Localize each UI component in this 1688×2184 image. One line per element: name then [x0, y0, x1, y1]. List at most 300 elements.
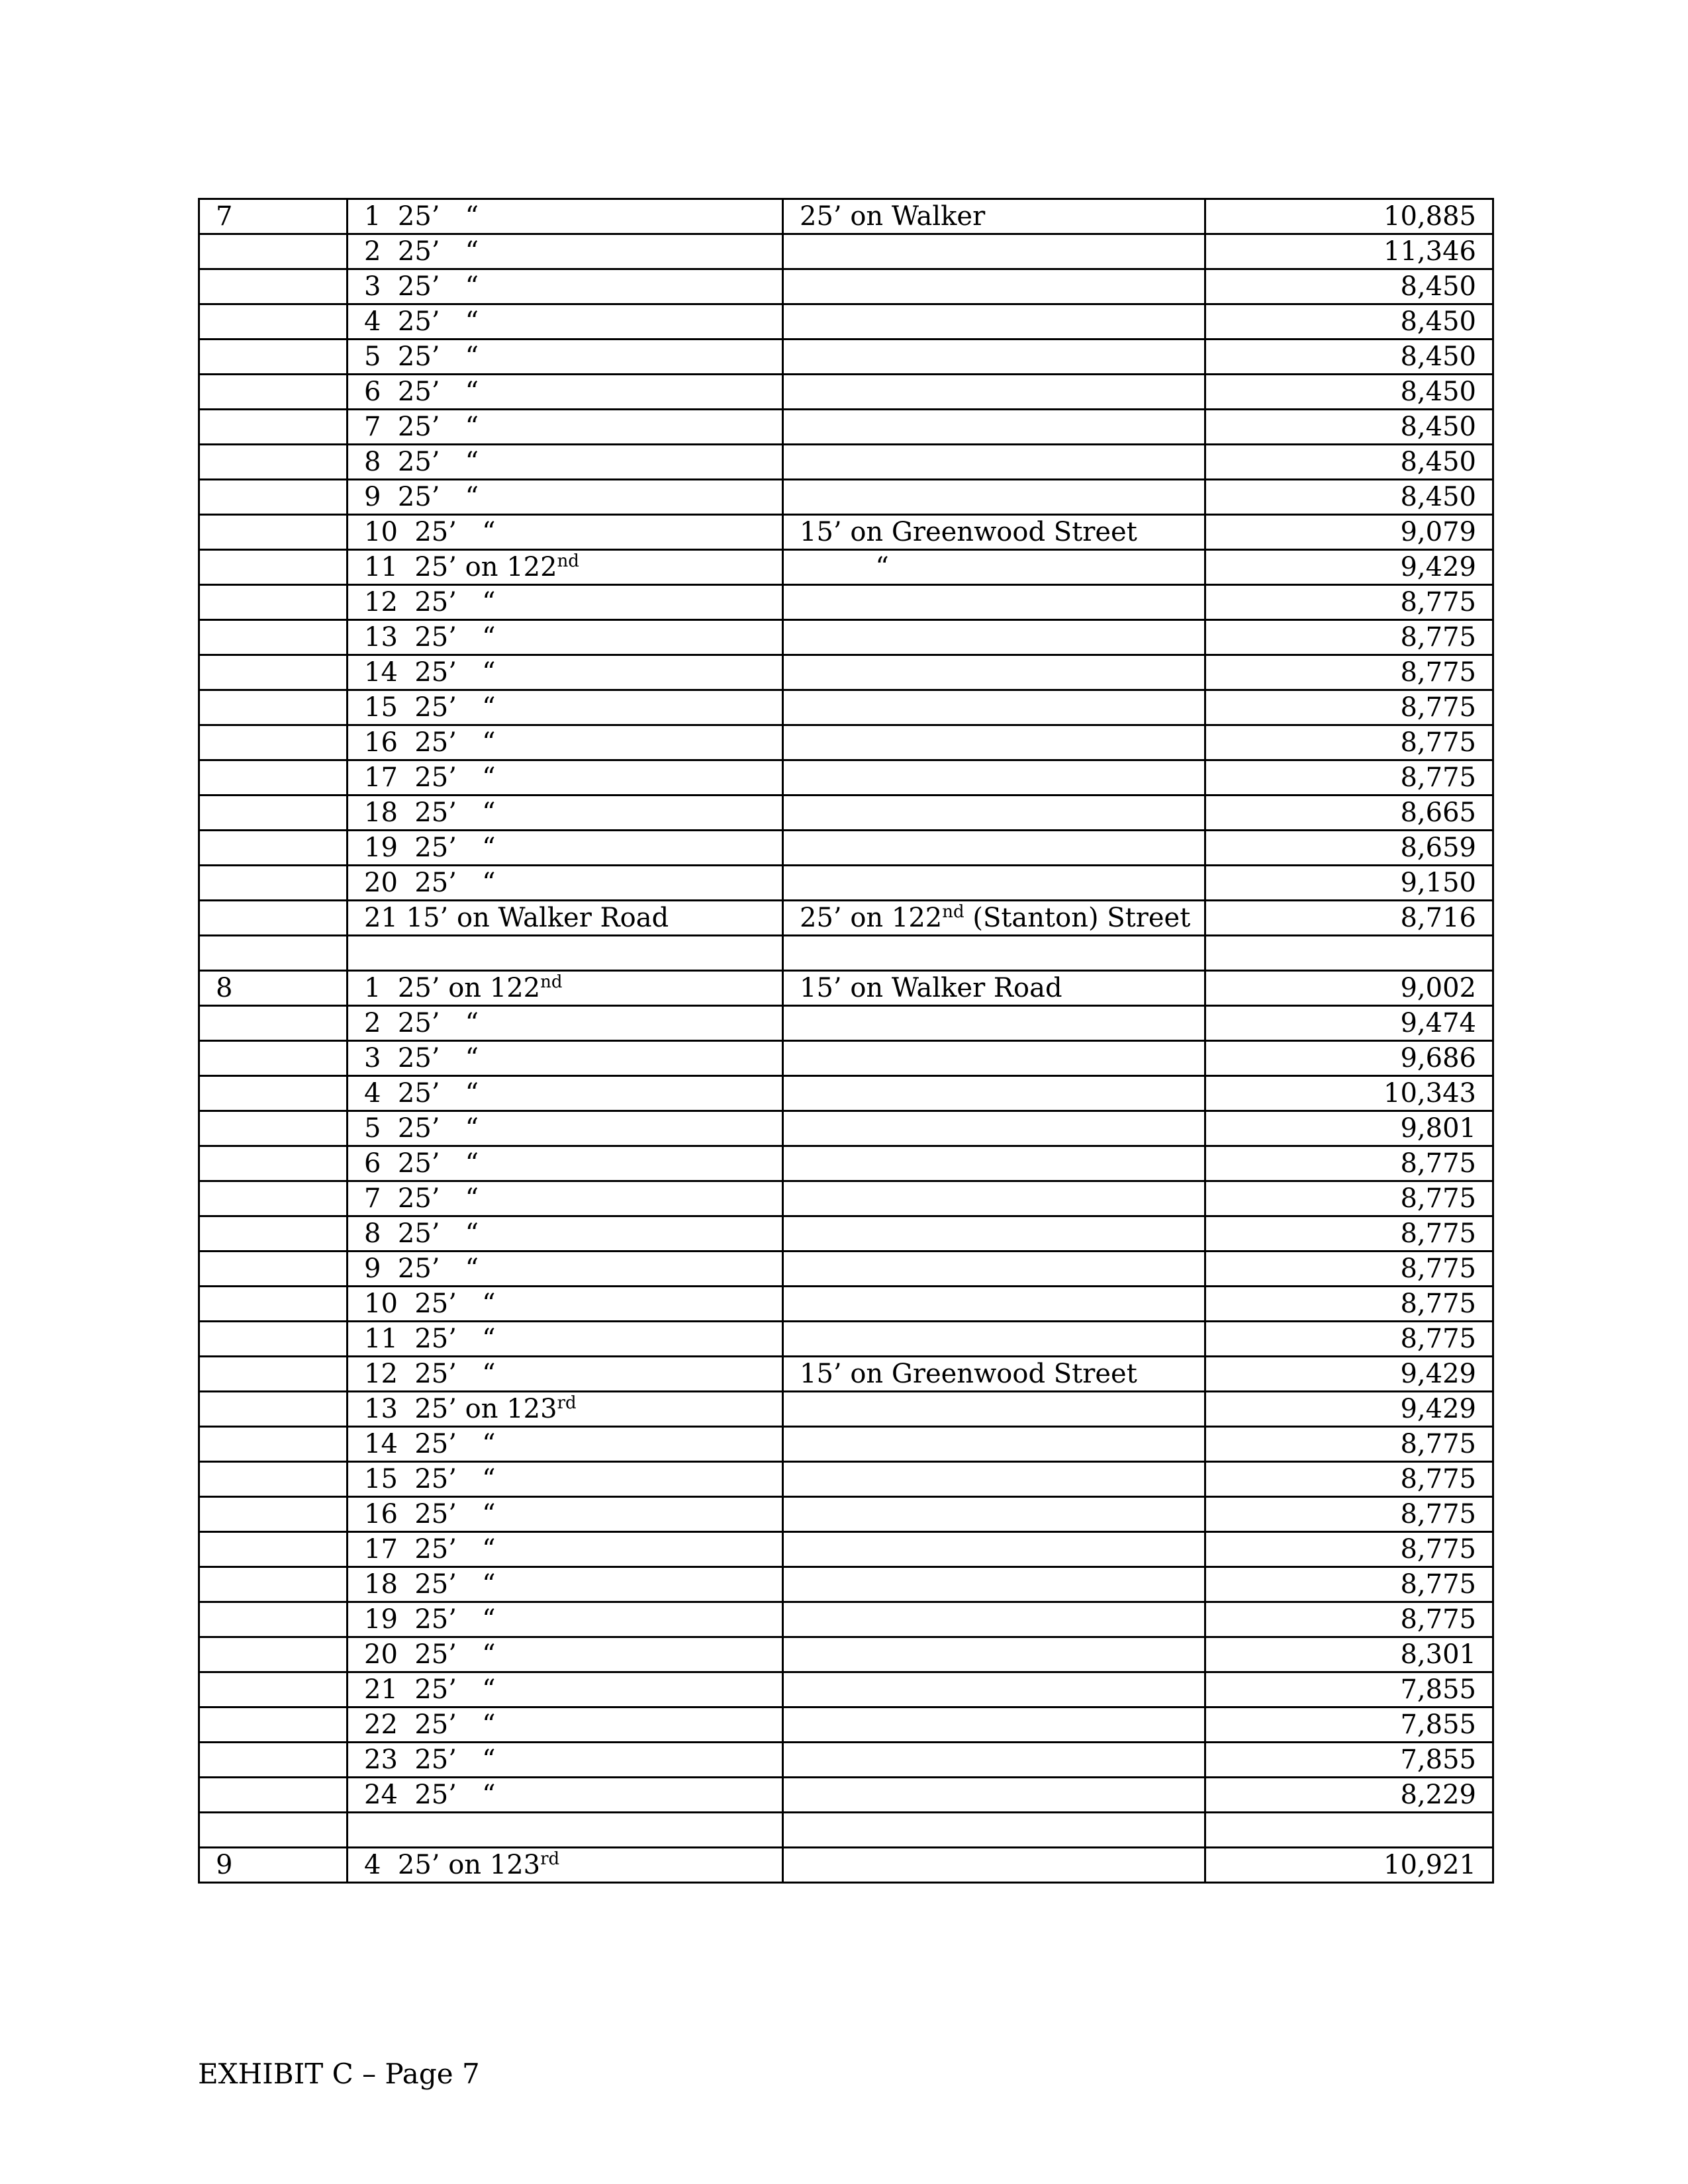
- area-cell-text: 8,775: [1400, 1289, 1476, 1319]
- side-frontage-cell-text: 25’ on 122: [800, 903, 943, 933]
- block-cell: [199, 1251, 348, 1287]
- lot-table-body: [199, 199, 1493, 1883]
- table-row: [199, 1216, 1493, 1251]
- lot-cell: [348, 655, 783, 690]
- page-footer: EXHIBIT C – Page 7: [198, 2058, 480, 2090]
- area-cell: [1205, 410, 1493, 445]
- block-cell: [199, 480, 348, 515]
- table-row: [199, 936, 1493, 971]
- lot-cell: [348, 1322, 783, 1357]
- side-frontage-cell: [783, 1427, 1205, 1462]
- lot-cell-text: 14 25’ “: [364, 657, 496, 688]
- lot-cell: [348, 725, 783, 760]
- table-row: [199, 269, 1493, 304]
- area-cell-text: 9,002: [1400, 973, 1476, 1003]
- lot-cell: [348, 1111, 783, 1146]
- side-frontage-cell: [783, 1181, 1205, 1216]
- area-cell: [1205, 725, 1493, 760]
- area-cell: [1205, 1743, 1493, 1778]
- lot-cell-text: 15 25’ “: [364, 1464, 496, 1494]
- table-row: [199, 725, 1493, 760]
- block-cell: [199, 1076, 348, 1111]
- side-frontage-cell: [783, 375, 1205, 410]
- area-cell: [1205, 1462, 1493, 1497]
- lot-cell: [348, 199, 783, 234]
- area-cell-text: 8,775: [1400, 1534, 1476, 1565]
- side-frontage-cell: [783, 1707, 1205, 1743]
- table-row: [199, 1707, 1493, 1743]
- block-cell: [199, 1427, 348, 1462]
- area-cell: [1205, 866, 1493, 901]
- block-cell: [199, 1567, 348, 1602]
- lot-cell-text: 21 25’ “: [364, 1674, 496, 1705]
- lot-cell-text: 2 25’ “: [364, 1008, 479, 1038]
- lot-table: [198, 198, 1494, 1884]
- table-row: [199, 1076, 1493, 1111]
- side-frontage-cell: [783, 620, 1205, 655]
- table-row: [199, 1532, 1493, 1567]
- block-cell: [199, 585, 348, 620]
- side-frontage-cell: [783, 1602, 1205, 1637]
- area-cell-text: 8,775: [1400, 657, 1476, 688]
- block-cell: [199, 1743, 348, 1778]
- side-frontage-cell: [783, 269, 1205, 304]
- lot-cell: [348, 620, 783, 655]
- lot-cell: [348, 1006, 783, 1041]
- area-cell: [1205, 655, 1493, 690]
- area-cell: [1205, 340, 1493, 375]
- table-row: [199, 234, 1493, 269]
- area-cell-text: 11,346: [1383, 236, 1476, 267]
- block-cell: [199, 1778, 348, 1813]
- area-cell: [1205, 199, 1493, 234]
- lot-cell: [348, 550, 783, 585]
- side-frontage-cell: [783, 1111, 1205, 1146]
- block-cell: [199, 901, 348, 936]
- lot-cell: [348, 1076, 783, 1111]
- block-cell: [199, 1146, 348, 1181]
- side-frontage-cell: [783, 410, 1205, 445]
- area-cell: [1205, 445, 1493, 480]
- area-cell-text: 9,686: [1400, 1043, 1476, 1073]
- lot-cell: [348, 1532, 783, 1567]
- block-cell-text: 9: [216, 1850, 233, 1880]
- table-row: [199, 796, 1493, 831]
- lot-cell-text: 10 25’ “: [364, 1289, 496, 1319]
- area-cell: [1205, 796, 1493, 831]
- lot-cell: [348, 515, 783, 550]
- lot-cell: [348, 796, 783, 831]
- side-frontage-cell: [783, 1813, 1205, 1848]
- lot-cell-text: 23 25’ “: [364, 1745, 496, 1775]
- side-frontage-cell: [783, 1532, 1205, 1567]
- area-cell: [1205, 936, 1493, 971]
- area-cell-text: 8,775: [1400, 727, 1476, 758]
- table-row: [199, 1322, 1493, 1357]
- lot-cell-text: 4 25’ on 123: [364, 1850, 541, 1880]
- table-row: [199, 1041, 1493, 1076]
- area-cell-text: 8,229: [1400, 1780, 1476, 1810]
- area-cell: [1205, 1006, 1493, 1041]
- side-frontage-cell: [783, 585, 1205, 620]
- lot-cell: [348, 585, 783, 620]
- side-frontage-cell: [783, 1462, 1205, 1497]
- block-cell: [199, 1006, 348, 1041]
- block-cell: [199, 1216, 348, 1251]
- side-frontage-cell-text: 15’ on Walker Road: [800, 973, 1062, 1003]
- side-frontage-cell: [783, 1216, 1205, 1251]
- lot-cell: [348, 1216, 783, 1251]
- area-cell-text: 9,801: [1400, 1113, 1476, 1144]
- lot-cell: [348, 901, 783, 936]
- block-cell: [199, 304, 348, 340]
- table-row: [199, 866, 1493, 901]
- area-cell: [1205, 1076, 1493, 1111]
- block-cell: [199, 1497, 348, 1532]
- side-frontage-cell: [783, 1357, 1205, 1392]
- area-cell: [1205, 1111, 1493, 1146]
- area-cell-text: 8,775: [1400, 1218, 1476, 1249]
- block-cell: [199, 1357, 348, 1392]
- area-cell: [1205, 1427, 1493, 1462]
- lot-cell: [348, 1041, 783, 1076]
- lot-cell-text: 12 25’ “: [364, 1359, 496, 1389]
- table-row: [199, 655, 1493, 690]
- side-frontage-cell: [783, 1287, 1205, 1322]
- lot-cell-text: 5 25’ “: [364, 341, 479, 372]
- area-cell: [1205, 1041, 1493, 1076]
- area-cell: [1205, 1146, 1493, 1181]
- block-cell: [199, 1392, 348, 1427]
- area-cell-text: 8,775: [1400, 1569, 1476, 1600]
- side-frontage-cell-text-continued: (Stanton) Street: [964, 903, 1191, 933]
- area-cell-text: 7,855: [1400, 1674, 1476, 1705]
- lot-table-container: [198, 198, 1492, 1884]
- side-frontage-cell: [783, 199, 1205, 234]
- area-cell-text: 8,775: [1400, 1148, 1476, 1179]
- lot-cell-text: 14 25’ “: [364, 1429, 496, 1459]
- area-cell-text: 8,775: [1400, 1253, 1476, 1284]
- area-cell-text: 8,775: [1400, 692, 1476, 723]
- area-cell: [1205, 269, 1493, 304]
- lot-cell-text: 16 25’ “: [364, 1499, 496, 1529]
- block-cell: [199, 445, 348, 480]
- table-row: [199, 1357, 1493, 1392]
- lot-cell-text: 17 25’ “: [364, 762, 496, 793]
- area-cell-text: 9,429: [1400, 1359, 1476, 1389]
- area-cell: [1205, 1392, 1493, 1427]
- block-cell: [199, 1672, 348, 1707]
- table-row: [199, 1743, 1493, 1778]
- area-cell-text: 8,450: [1400, 306, 1476, 337]
- lot-cell-text: 7 25’ “: [364, 412, 479, 442]
- table-row: [199, 1146, 1493, 1181]
- area-cell: [1205, 304, 1493, 340]
- side-frontage-cell: [783, 515, 1205, 550]
- block-cell: [199, 340, 348, 375]
- side-frontage-cell: [783, 971, 1205, 1006]
- lot-cell: [348, 1602, 783, 1637]
- block-cell: [199, 410, 348, 445]
- table-row: [199, 480, 1493, 515]
- side-frontage-cell: [783, 1497, 1205, 1532]
- area-cell: [1205, 1637, 1493, 1672]
- area-cell-text: 10,343: [1383, 1078, 1476, 1109]
- block-cell: [199, 690, 348, 725]
- area-cell-text: 8,450: [1400, 412, 1476, 442]
- side-frontage-cell: [783, 1146, 1205, 1181]
- area-cell-text: 8,775: [1400, 1499, 1476, 1529]
- table-row: [199, 971, 1493, 1006]
- lot-cell-ordinal-suffix: rd: [557, 1393, 577, 1413]
- area-cell: [1205, 515, 1493, 550]
- area-cell: [1205, 760, 1493, 796]
- lot-cell-text: 18 25’ “: [364, 797, 496, 828]
- side-frontage-cell: [783, 690, 1205, 725]
- table-row: [199, 1006, 1493, 1041]
- side-frontage-cell: [783, 936, 1205, 971]
- lot-cell: [348, 1251, 783, 1287]
- area-cell-text: 8,775: [1400, 587, 1476, 617]
- area-cell: [1205, 1567, 1493, 1602]
- lot-cell: [348, 1813, 783, 1848]
- lot-cell-text: 20 25’ “: [364, 1639, 496, 1670]
- area-cell-text: 8,450: [1400, 482, 1476, 512]
- block-cell: [199, 1041, 348, 1076]
- lot-cell: [348, 1287, 783, 1322]
- block-cell: [199, 936, 348, 971]
- block-cell: [199, 1637, 348, 1672]
- block-cell: [199, 1532, 348, 1567]
- side-frontage-cell: [783, 901, 1205, 936]
- block-cell: [199, 269, 348, 304]
- area-cell-text: 8,775: [1400, 1324, 1476, 1354]
- side-frontage-cell-text: 25’ on Walker: [800, 201, 986, 232]
- table-row: [199, 1637, 1493, 1672]
- table-row: [199, 585, 1493, 620]
- side-frontage-cell: [783, 1848, 1205, 1883]
- area-cell-text: 8,659: [1400, 833, 1476, 863]
- lot-cell-text: 7 25’ “: [364, 1183, 479, 1214]
- lot-cell-text: 22 25’ “: [364, 1709, 496, 1740]
- block-cell: [199, 234, 348, 269]
- area-cell-text: 9,474: [1400, 1008, 1476, 1038]
- lot-cell: [348, 340, 783, 375]
- side-frontage-cell: [783, 445, 1205, 480]
- area-cell: [1205, 971, 1493, 1006]
- table-row: [199, 1848, 1493, 1883]
- lot-cell-text: 15 25’ “: [364, 692, 496, 723]
- block-cell: [199, 971, 348, 1006]
- area-cell: [1205, 1216, 1493, 1251]
- lot-cell-text: 18 25’ “: [364, 1569, 496, 1600]
- lot-cell: [348, 1743, 783, 1778]
- table-row: [199, 1672, 1493, 1707]
- lot-cell: [348, 1848, 783, 1883]
- area-cell: [1205, 1672, 1493, 1707]
- lot-cell: [348, 480, 783, 515]
- lot-cell: [348, 1707, 783, 1743]
- area-cell: [1205, 620, 1493, 655]
- lot-cell-text: 1 25’ on 122: [364, 973, 541, 1003]
- table-row: [199, 1392, 1493, 1427]
- block-cell: [199, 1848, 348, 1883]
- lot-cell: [348, 234, 783, 269]
- area-cell-text: 8,716: [1400, 903, 1476, 933]
- area-cell-text: 8,775: [1400, 1429, 1476, 1459]
- lot-cell: [348, 1637, 783, 1672]
- side-frontage-cell: [783, 1778, 1205, 1813]
- area-cell-text: 9,079: [1400, 517, 1476, 547]
- area-cell-text: 9,150: [1400, 868, 1476, 898]
- area-cell: [1205, 550, 1493, 585]
- area-cell-text: 8,775: [1400, 1183, 1476, 1214]
- block-cell: [199, 199, 348, 234]
- lot-cell-text: 9 25’ “: [364, 482, 479, 512]
- lot-cell-text: 3 25’ “: [364, 1043, 479, 1073]
- side-frontage-cell: [783, 725, 1205, 760]
- lot-cell: [348, 1567, 783, 1602]
- lot-cell: [348, 304, 783, 340]
- area-cell-text: 8,450: [1400, 341, 1476, 372]
- lot-cell: [348, 445, 783, 480]
- lot-cell: [348, 1181, 783, 1216]
- area-cell: [1205, 1602, 1493, 1637]
- lot-cell: [348, 866, 783, 901]
- area-cell-text: 8,665: [1400, 797, 1476, 828]
- area-cell: [1205, 1497, 1493, 1532]
- area-cell-text: 7,855: [1400, 1745, 1476, 1775]
- lot-cell-ordinal-suffix: nd: [540, 972, 563, 992]
- table-row: [199, 1181, 1493, 1216]
- lot-cell: [348, 971, 783, 1006]
- side-frontage-cell-ordinal-suffix: nd: [942, 902, 964, 922]
- lot-cell-ordinal-suffix: rd: [540, 1849, 560, 1869]
- lot-cell-text: 4 25’ “: [364, 1078, 479, 1109]
- table-row: [199, 340, 1493, 375]
- area-cell-text: 8,775: [1400, 1464, 1476, 1494]
- table-row: [199, 1462, 1493, 1497]
- area-cell: [1205, 234, 1493, 269]
- table-row: [199, 445, 1493, 480]
- lot-cell-text: 19 25’ “: [364, 1604, 496, 1635]
- table-row: [199, 690, 1493, 725]
- area-cell: [1205, 1532, 1493, 1567]
- area-cell: [1205, 585, 1493, 620]
- area-cell: [1205, 1322, 1493, 1357]
- block-cell-text: 7: [216, 201, 233, 232]
- area-cell: [1205, 1181, 1493, 1216]
- side-frontage-cell: [783, 655, 1205, 690]
- side-frontage-cell: [783, 1637, 1205, 1672]
- table-row: [199, 620, 1493, 655]
- block-cell: [199, 550, 348, 585]
- table-row: [199, 304, 1493, 340]
- lot-cell-text: 19 25’ “: [364, 833, 496, 863]
- side-frontage-cell: [783, 866, 1205, 901]
- area-cell: [1205, 690, 1493, 725]
- area-cell-text: 8,775: [1400, 762, 1476, 793]
- table-row: [199, 515, 1493, 550]
- lot-cell-text: 12 25’ “: [364, 587, 496, 617]
- lot-cell: [348, 1146, 783, 1181]
- block-cell: [199, 1462, 348, 1497]
- area-cell-text: 10,921: [1383, 1850, 1476, 1880]
- lot-cell: [348, 410, 783, 445]
- area-cell: [1205, 901, 1493, 936]
- lot-cell: [348, 1427, 783, 1462]
- area-cell-text: 7,855: [1400, 1709, 1476, 1740]
- block-cell: [199, 866, 348, 901]
- side-frontage-cell: [783, 1322, 1205, 1357]
- block-cell-text: 8: [216, 973, 233, 1003]
- area-cell: [1205, 1813, 1493, 1848]
- table-row: [199, 1497, 1493, 1532]
- area-cell-text: 8,775: [1400, 1604, 1476, 1635]
- table-row: [199, 1287, 1493, 1322]
- table-row: [199, 1251, 1493, 1287]
- side-frontage-cell: [783, 1567, 1205, 1602]
- lot-cell: [348, 936, 783, 971]
- area-cell: [1205, 1287, 1493, 1322]
- lot-cell: [348, 1357, 783, 1392]
- lot-cell: [348, 1462, 783, 1497]
- table-row: [199, 375, 1493, 410]
- side-frontage-cell: [783, 1672, 1205, 1707]
- block-cell: [199, 760, 348, 796]
- side-frontage-cell: [783, 234, 1205, 269]
- block-cell: [199, 1707, 348, 1743]
- block-cell: [199, 1322, 348, 1357]
- table-row: [199, 410, 1493, 445]
- area-cell-text: 9,429: [1400, 552, 1476, 582]
- lot-cell-text: 6 25’ “: [364, 377, 479, 407]
- lot-cell-text: 5 25’ “: [364, 1113, 479, 1144]
- side-frontage-cell: [783, 796, 1205, 831]
- area-cell-text: 9,429: [1400, 1394, 1476, 1424]
- side-frontage-cell: [783, 304, 1205, 340]
- table-row: [199, 760, 1493, 796]
- side-frontage-cell-text: 15’ on Greenwood Street: [800, 517, 1137, 547]
- side-frontage-cell-text: “: [800, 552, 889, 582]
- lot-cell-text: 17 25’ “: [364, 1534, 496, 1565]
- area-cell: [1205, 1357, 1493, 1392]
- area-cell: [1205, 1778, 1493, 1813]
- side-frontage-cell: [783, 760, 1205, 796]
- lot-cell: [348, 269, 783, 304]
- area-cell-text: 8,301: [1400, 1639, 1476, 1670]
- area-cell: [1205, 375, 1493, 410]
- lot-cell-text: 20 25’ “: [364, 868, 496, 898]
- area-cell-text: 8,775: [1400, 622, 1476, 653]
- lot-cell-text: 8 25’ “: [364, 447, 479, 477]
- lot-cell-text: 13 25’ on 123: [364, 1394, 557, 1424]
- block-cell: [199, 1813, 348, 1848]
- lot-cell: [348, 375, 783, 410]
- area-cell: [1205, 480, 1493, 515]
- block-cell: [199, 375, 348, 410]
- table-row: [199, 901, 1493, 936]
- side-frontage-cell: [783, 1392, 1205, 1427]
- lot-cell: [348, 1497, 783, 1532]
- side-frontage-cell: [783, 1006, 1205, 1041]
- table-row: [199, 1567, 1493, 1602]
- block-cell: [199, 1111, 348, 1146]
- block-cell: [199, 831, 348, 866]
- side-frontage-cell-text: 15’ on Greenwood Street: [800, 1359, 1137, 1389]
- area-cell-text: 10,885: [1383, 201, 1476, 232]
- lot-cell-text: 9 25’ “: [364, 1253, 479, 1284]
